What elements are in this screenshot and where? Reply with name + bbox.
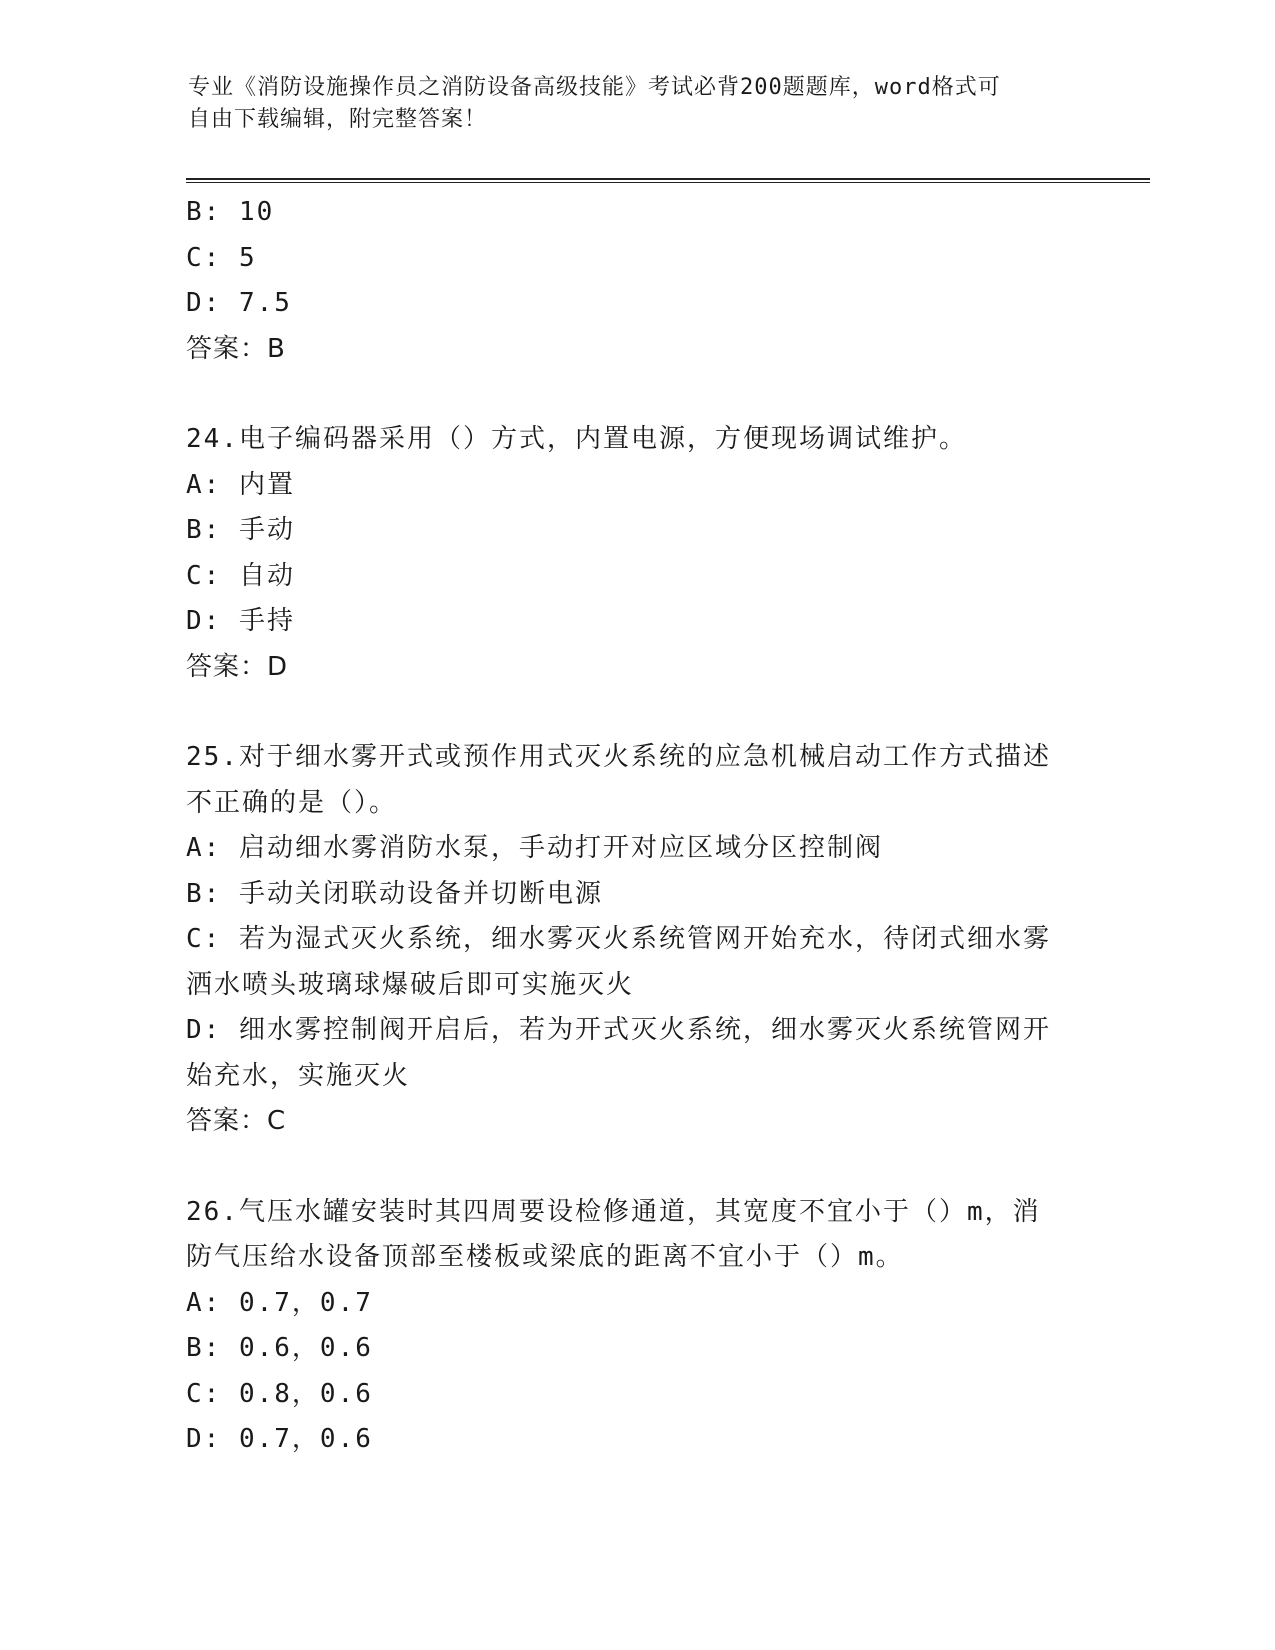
option-c: C: 0.8，0.6	[186, 1378, 373, 1409]
header-title-line1: 专业《消防设施操作员之消防设备高级技能》考试必背200题题库，word格式可	[188, 75, 1001, 100]
option-c-line1: C: 若为湿式灭火系统，细水雾灭火系统管网开始充水，待闭式细水雾	[186, 924, 1051, 954]
option-d: D: 7.5	[186, 288, 292, 318]
spacer	[186, 690, 1086, 735]
question-26	[186, 1190, 1086, 1463]
answer-line: 答案：D	[186, 651, 289, 682]
question-stem-line1: 26.气压水罐安装时其四周要设检修通道，其宽度不宜小于（）m，消	[186, 1196, 1041, 1227]
spacer	[186, 372, 1086, 417]
answer-line: 答案：B	[186, 333, 286, 364]
question-list	[186, 190, 1086, 1463]
option-a: A: 0.7，0.7	[186, 1287, 373, 1318]
option-c: C: 5	[186, 242, 257, 273]
question-stem-line2: 防气压给水设备顶部至楼板或梁底的距离不宜小于（）m。	[186, 1242, 904, 1272]
question-24	[186, 417, 1086, 690]
question-stem-line2: 不正确的是（）。	[186, 787, 398, 818]
header-divider-thick	[186, 178, 1150, 180]
header-title-line2: 自由下载编辑，附完整答案！	[188, 107, 488, 132]
question-25	[186, 735, 1086, 1145]
option-d-line1: D: 细水雾控制阀开启后，若为开式灭火系统，细水雾灭火系统管网开	[186, 1015, 1051, 1045]
option-c-line2: 洒水喷头玻璃球爆破后即可实施灭火	[186, 969, 635, 1000]
option-b: B: 10	[186, 197, 275, 227]
option-a: A: 启动细水雾消防水泵，手动打开对应区域分区控制阀	[186, 833, 883, 863]
option-d: D: 手持	[186, 606, 295, 636]
header-divider-thin	[186, 182, 1150, 183]
option-d-line2: 始充水，实施灭火	[186, 1060, 411, 1091]
option-b: B: 手动	[186, 515, 295, 545]
question-stem: 24.电子编码器采用（）方式，内置电源，方便现场调试维护。	[186, 424, 967, 454]
option-c: C: 自动	[186, 560, 295, 591]
page-header	[188, 72, 1068, 136]
option-b: B: 手动关闭联动设备并切断电源	[186, 878, 603, 909]
answer-line: 答案：C	[186, 1106, 287, 1136]
option-b: B: 0.6，0.6	[186, 1333, 373, 1363]
option-a: A: 内置	[186, 469, 295, 500]
spacer	[186, 1145, 1086, 1190]
option-d: D: 0.7，0.6	[186, 1424, 373, 1454]
question-23-tail	[186, 190, 1086, 372]
question-stem-line1: 25.对于细水雾开式或预作用式灭火系统的应急机械启动工作方式描述	[186, 742, 1051, 772]
